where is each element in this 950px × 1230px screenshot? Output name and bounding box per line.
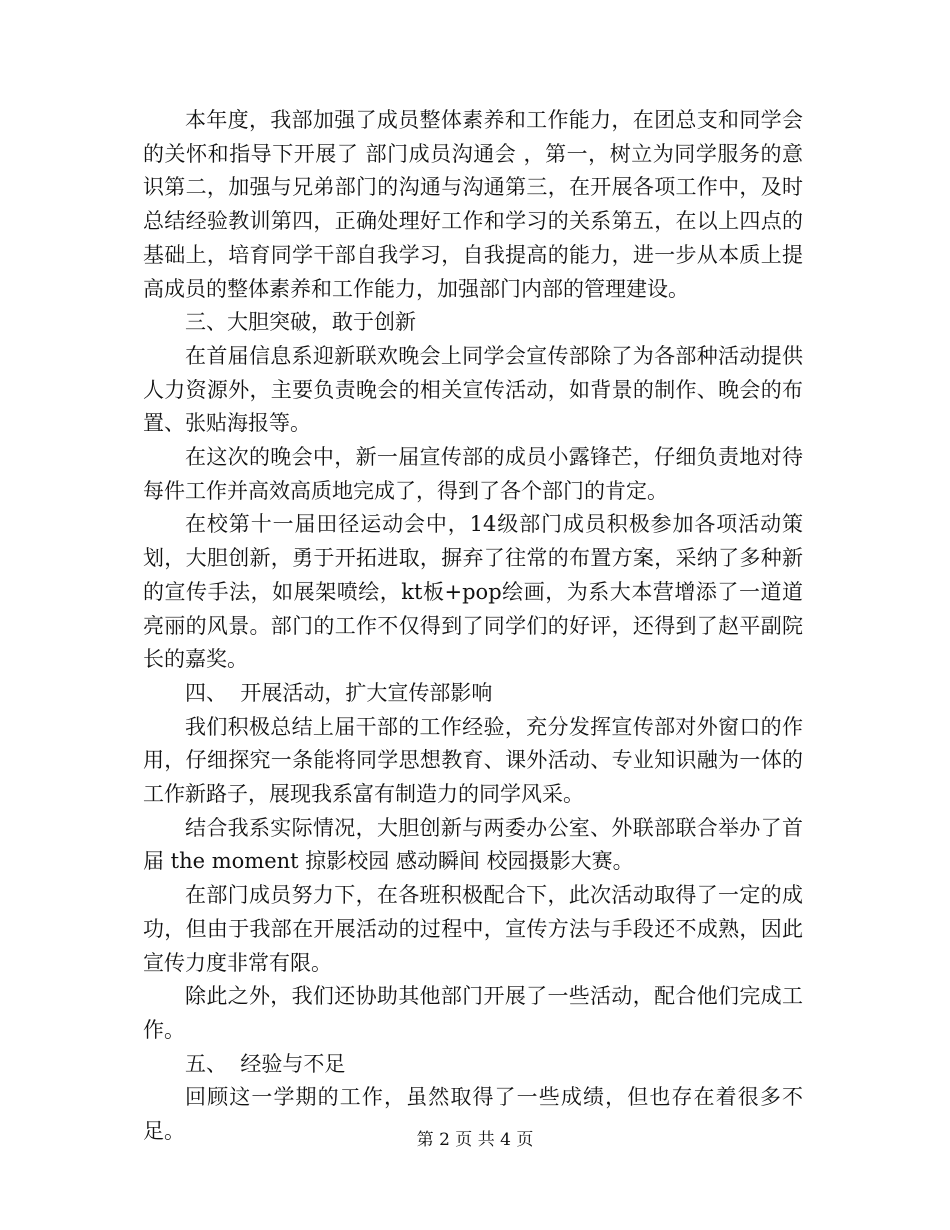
paragraph: 本年度，我部加强了成员整体素养和工作能力，在团总支和同学会的关怀和指导下开展了 部门成员沟通会 ，第一，树立为同学服务的意识第二，加强与兄弟部门的沟通与沟通第三，在开展各项工作中，及时总结经验教训第四，正确处理好工作和学习的关系第五，在以上四点的基础上，培育同学干部自我学习，自我提高的能力，进一步从本质上提高成员的整体素养和工作能力，加强部门内部的管理建设。 — [143, 108, 803, 301]
paragraph: 回顾这一学期的工作，虽然取得了一些成绩，但也存在着很多不足。 — [143, 1085, 803, 1144]
section-heading: 四、 开展活动，扩大宣传部影响 — [185, 680, 493, 705]
page-number-footer: 第 2 页 共 4 页 — [416, 1130, 534, 1150]
document-body — [143, 104, 803, 1149]
paragraph: 结合我系实际情况，大胆创新与两委办公室、外联部联合举办了首届 the moment 掠影校园 感动瞬间 校园摄影大赛。 — [143, 815, 803, 874]
paragraph: 我们积极总结上届干部的工作经验，充分发挥宣传部对外窗口的作用，仔细探究一条能将同学思想教育、课外活动、专业知识融为一体的工作新路子，展现我系富有制造力的同学风采。 — [143, 714, 803, 807]
paragraph: 在校第十一届田径运动会中，14级部门成员积极参加各项活动策划，大胆创新，勇于开拓进取，摒弃了往常的布置方案，采纳了多种新的宣传手法，如展架喷绘，kt板+pop绘画，为系大本营增添了一道道亮丽的风景。部门的工作不仅得到了同学们的好评，还得到了赵平副院长的嘉奖。 — [143, 512, 803, 672]
paragraph: 除此之外，我们还协助其他部门开展了一些活动，配合他们完成工作。 — [143, 984, 803, 1042]
section-heading: 三、大胆突破，敢于创新 — [185, 310, 416, 335]
paragraph: 在首届信息系迎新联欢晚会上同学会宣传部除了为各部种活动提供人力资源外，主要负责晚会的相关宣传活动，如背景的制作、晚会的布置、张贴海报等。 — [143, 343, 803, 436]
paragraph: 在这次的晚会中，新一届宣传部的成员小露锋芒，仔细负责地对待每件工作并高效高质地完成了，得到了各个部门的肯定。 — [143, 445, 803, 503]
paragraph: 在部门成员努力下，在各班积极配合下，此次活动取得了一定的成功，但由于我部在开展活动的过程中，宣传方法与手段还不成熟，因此宣传力度非常有限。 — [143, 883, 803, 975]
section-heading: 五、 经验与不足 — [185, 1051, 346, 1076]
